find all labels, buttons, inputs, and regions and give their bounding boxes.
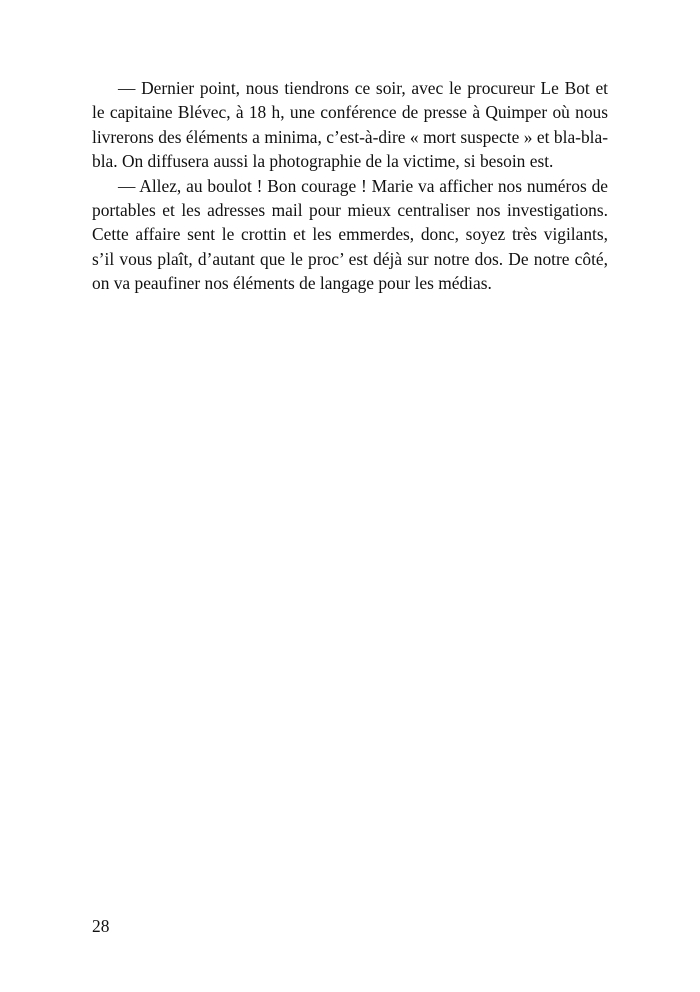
page-number: 28 <box>92 916 110 936</box>
paragraph-1: — Dernier point, nous tiendrons ce soir, avec le procureur Le Bot et le capitaine Blévec, à 18 h, une conférence de presse à Quimper où nous livrerons des éléments a minima, c’est-à-dire « mort suspecte » et bla-bla-bla. On diffusera aussi la photographie de la victime, si besoin est. <box>92 78 608 172</box>
body-text <box>92 76 608 296</box>
paragraph-2: — Allez, au boulot ! Bon courage ! Marie va afficher nos numéros de portables et les adresses mail pour mieux centraliser nos investigations. Cette affaire sent le crottin et les emmerdes, donc, soyez très vigilants, s’il vous plaît, d’autant que le proc’ est déjà sur notre dos. De notre côté, on va peaufiner nos éléments de langage pour les médias. <box>92 175 608 294</box>
